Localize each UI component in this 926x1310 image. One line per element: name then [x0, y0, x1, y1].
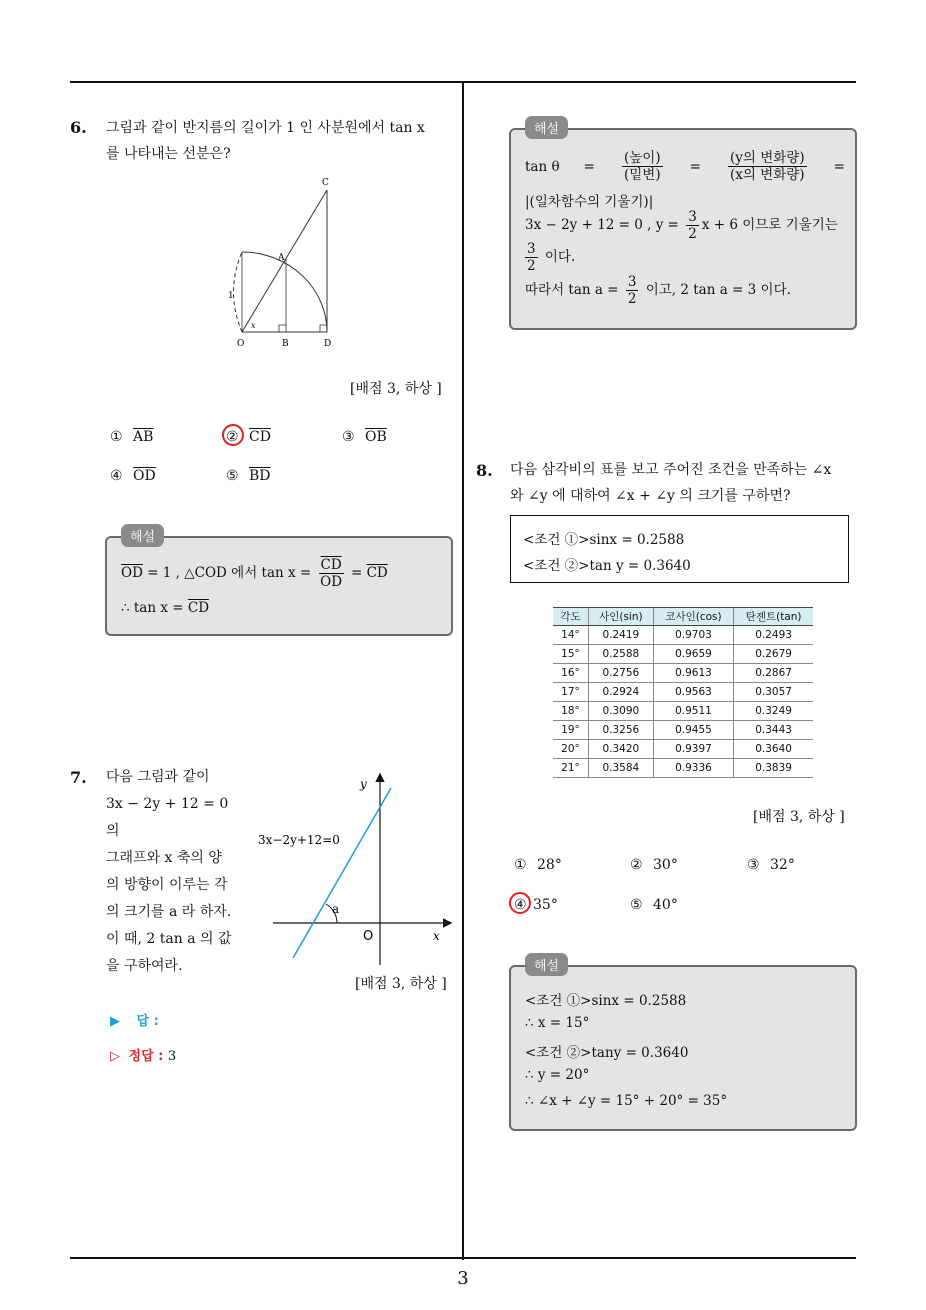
q6-text [106, 115, 425, 167]
equals: = [583, 158, 595, 175]
table-cell: 19° [553, 721, 588, 740]
table-cell: 0.2924 [588, 683, 653, 702]
denominator: (밑변) [623, 167, 661, 183]
trig-table [553, 607, 813, 778]
q8-expl-line: <조건 ②>tany = 0.3640 [525, 1045, 689, 1061]
table-cell: 0.3090 [588, 702, 653, 721]
table-cell: 0.2588 [588, 645, 653, 664]
q6-label-o: O [237, 339, 245, 349]
segment-cd: $\overline{CD}$ [187, 600, 210, 616]
expl-text: = 1 , △COD 에서 tan x = [142, 565, 316, 581]
q8-explanation-tag: 해설 [525, 953, 568, 976]
table-cell: 17° [553, 683, 588, 702]
numerator: 3 [688, 209, 697, 225]
expl-text: 이고, 2 tan a = 3 이다. [641, 282, 791, 298]
denominator: (x의 변화량) [729, 167, 805, 183]
fraction [728, 150, 807, 183]
q6-score: [배점 3, 하상 ] [350, 381, 442, 397]
choice-num: ④ [514, 897, 527, 913]
q7-expl-line1 [525, 150, 845, 183]
table-cell: 0.3640 [734, 740, 813, 759]
column-divider [462, 83, 464, 1260]
q7-text-line: 다음 그림과 같이 [106, 769, 210, 785]
q8-choice-1[interactable] [514, 857, 562, 873]
table-header: 각도 [553, 608, 588, 626]
line-graph [293, 788, 391, 958]
q7-expl-line4 [525, 241, 575, 274]
table-cell: 14° [553, 626, 588, 645]
table-header: 코사인(cos) [653, 608, 733, 626]
q6-text-line2: 를 나타내는 선분은? [106, 146, 231, 162]
denominator: 2 [627, 291, 637, 307]
table-cell: 0.3256 [588, 721, 653, 740]
q8-expl-line: <조건 ①>sinx = 0.2588 [525, 993, 687, 1009]
correct-label: 정답 : [128, 1049, 164, 1064]
numerator: (높이) [623, 150, 661, 166]
graph-angle-a: a [332, 902, 340, 916]
table-row [553, 740, 813, 759]
q6-label-x: x [251, 321, 256, 330]
q8-text [510, 457, 860, 509]
q6-number: 6. [70, 118, 87, 137]
expl-text: x + 6 이므로 기울기는 [701, 217, 838, 233]
table-cell: 0.9659 [653, 645, 733, 664]
page-number: 3 [457, 1268, 469, 1289]
table-header: 사인(sin) [588, 608, 653, 626]
fraction [525, 241, 538, 274]
table-row [553, 702, 813, 721]
q8-condition-box [510, 515, 849, 583]
choice-num: ① [514, 857, 527, 873]
q7-expl-line3 [525, 209, 838, 242]
table-row [553, 645, 813, 664]
table-row [553, 721, 813, 740]
q8-score: [배점 3, 하상 ] [753, 809, 845, 825]
graph-x-label: x [433, 929, 440, 943]
table-row [553, 683, 813, 702]
table-cell: 21° [553, 759, 588, 778]
table-cell: 0.2493 [734, 626, 813, 645]
table-cell: 0.9613 [653, 664, 733, 683]
table-cell: 0.3057 [734, 683, 813, 702]
q6-dashed-arc [234, 252, 243, 332]
fraction [319, 557, 344, 590]
play-icon: ▶ [110, 1014, 120, 1029]
graph-origin: O [363, 929, 374, 944]
q6-choice-4[interactable] [110, 468, 156, 484]
table-cell: 0.3584 [588, 759, 653, 778]
table-cell: 0.2679 [734, 645, 813, 664]
numerator: $\overline{CD}$ [320, 557, 342, 573]
table-cell: 0.3839 [734, 759, 813, 778]
choice-val: $\overline{OD}$ [133, 468, 156, 484]
table-cell: 0.3420 [588, 740, 653, 759]
table-cell: 0.3249 [734, 702, 813, 721]
q7-answer-row [110, 1010, 159, 1029]
q7-expl-line5 [525, 274, 791, 307]
q6-explanation-box [105, 530, 453, 636]
q8-choice-5[interactable] [630, 897, 678, 913]
choice-num: ⑤ [226, 468, 239, 484]
q7-text-line: 3x − 2y + 12 = 0 의 [106, 796, 229, 839]
choice-num: ⑤ [630, 897, 643, 913]
table-cell: 15° [553, 645, 588, 664]
denominator: 2 [527, 258, 536, 274]
bottom-rule [70, 1257, 856, 1259]
q6-choice-3[interactable] [342, 429, 387, 445]
q6-choice-5[interactable] [226, 468, 271, 484]
choice-val: $\overline{CD}$ [249, 429, 271, 445]
graph-y-label: y [360, 777, 367, 791]
q6-label-d: D [324, 339, 332, 349]
q8-choice-3[interactable] [747, 857, 795, 873]
answer-label: 답 : [136, 1014, 159, 1029]
q8-condition-2: <조건 ②>tan y = 0.3640 [523, 558, 691, 574]
table-cell: 20° [553, 740, 588, 759]
expl-text: 따라서 tan a = [525, 282, 623, 298]
q6-label-b: B [282, 339, 289, 349]
q7-correct-row [110, 1045, 176, 1064]
q7-explanation-tag: 해설 [525, 116, 568, 139]
q7-explanation-box [509, 122, 857, 330]
numerator: (y의 변화량) [729, 150, 805, 166]
q8-expl-line: ∴ y = 20° [525, 1067, 590, 1083]
equals: = [689, 158, 701, 175]
q8-expl-line: ∴ x = 15° [525, 1015, 590, 1031]
expl-text: tan θ [525, 158, 560, 175]
choice-val: 40° [653, 897, 678, 913]
choice-num: ③ [747, 857, 760, 873]
choice-val: $\overline{BD}$ [249, 468, 271, 484]
table-cell: 0.9563 [653, 683, 733, 702]
q8-number: 8. [476, 461, 493, 480]
choice-val: 28° [537, 857, 562, 873]
q7-score: [배점 3, 하상 ] [355, 976, 447, 992]
choice-val: 30° [653, 857, 678, 873]
fraction [622, 150, 663, 183]
table-header: 탄젠트(tan) [734, 608, 813, 626]
q7-text-line: 그래프와 x 축의 양 [106, 850, 222, 866]
numerator: 3 [627, 274, 637, 290]
q7-graph [255, 770, 455, 970]
table-cell: 0.9336 [653, 759, 733, 778]
q6-explanation-tag: 해설 [121, 524, 164, 547]
q7-text-line: 을 구하여라. [106, 958, 183, 974]
expl-text: = [346, 565, 367, 581]
q7-text [106, 764, 241, 980]
denominator: OD [320, 574, 343, 590]
choice-num: ② [630, 857, 643, 873]
q6-choice-1[interactable] [110, 429, 153, 445]
denominator: 2 [688, 226, 697, 242]
q8-expl-line: ∴ ∠x + ∠y = 15° + 20° = 35° [525, 1093, 728, 1109]
q8-explanation-box [509, 959, 857, 1131]
q7-text-line: 이 때, 2 tan a 의 값 [106, 931, 232, 947]
table-cell: 0.9703 [653, 626, 733, 645]
table-cell: 16° [553, 664, 588, 683]
q6-text-line1: 그림과 같이 반지름의 길이가 1 인 사분원에서 tan x [106, 120, 425, 136]
q8-condition-1: <조건 ①>sinx = 0.2588 [523, 532, 685, 548]
q6-label-one: 1 [228, 291, 234, 301]
choice-num: ② [226, 429, 239, 445]
q8-choice-4[interactable] [514, 897, 558, 913]
q8-choice-2[interactable] [630, 857, 678, 873]
q7-text-line: 의 크기를 a 라 하자. [106, 904, 232, 920]
numerator: 3 [527, 241, 536, 257]
q7-number: 7. [70, 768, 87, 787]
segment-od: $\overline{OD}$ [121, 565, 143, 581]
q6-expl-line2 [121, 600, 209, 616]
table-cell: 0.3443 [734, 721, 813, 740]
table-row [553, 626, 813, 645]
table-row [553, 759, 813, 778]
choice-val: 32° [770, 857, 795, 873]
fraction [686, 209, 699, 242]
table-row [553, 664, 813, 683]
q6-expl-line1 [121, 557, 388, 590]
segment-cd: $\overline{CD}$ [366, 565, 388, 581]
choice-val: 35° [533, 897, 558, 913]
q6-quarter-arc [242, 252, 327, 332]
correct-value: 3 [167, 1049, 177, 1064]
table-cell: 0.2867 [734, 664, 813, 683]
choice-num: ④ [110, 468, 123, 484]
q7-text-line: 의 방향이 이루는 각 [106, 877, 228, 893]
q6-choice-2[interactable] [226, 429, 271, 445]
table-cell: 0.2419 [588, 626, 653, 645]
choice-num: ③ [342, 429, 355, 445]
table-cell: 0.9397 [653, 740, 733, 759]
table-cell: 0.9511 [653, 702, 733, 721]
equals: = [833, 158, 845, 175]
play-outline-icon: ▷ [110, 1049, 120, 1064]
q6-figure [220, 172, 340, 352]
choice-val: $\overline{AB}$ [133, 429, 154, 445]
expl-text: 3x − 2y + 12 = 0 , y = [525, 217, 684, 233]
q6-label-c: C [322, 178, 329, 188]
q7-expl-line2: |(일차함수의 기울기)| [525, 194, 654, 210]
expl-text: ∴ tan x = [121, 600, 188, 616]
choice-num: ① [110, 429, 123, 445]
fraction [626, 274, 639, 307]
q6-label-a: A [278, 253, 285, 263]
expl-text: 이다. [540, 249, 576, 265]
q8-text-line2: 와 ∠y 에 대하여 ∠x + ∠y 의 크기를 구하면? [510, 488, 791, 504]
choice-val: $\overline{OB}$ [365, 429, 387, 445]
q8-text-line1: 다음 삼각비의 표를 보고 주어진 조건을 만족하는 ∠x [510, 462, 832, 478]
table-cell: 0.9455 [653, 721, 733, 740]
graph-equation: 3x−2y+12=0 [258, 833, 340, 847]
table-cell: 0.2756 [588, 664, 653, 683]
table-cell: 18° [553, 702, 588, 721]
